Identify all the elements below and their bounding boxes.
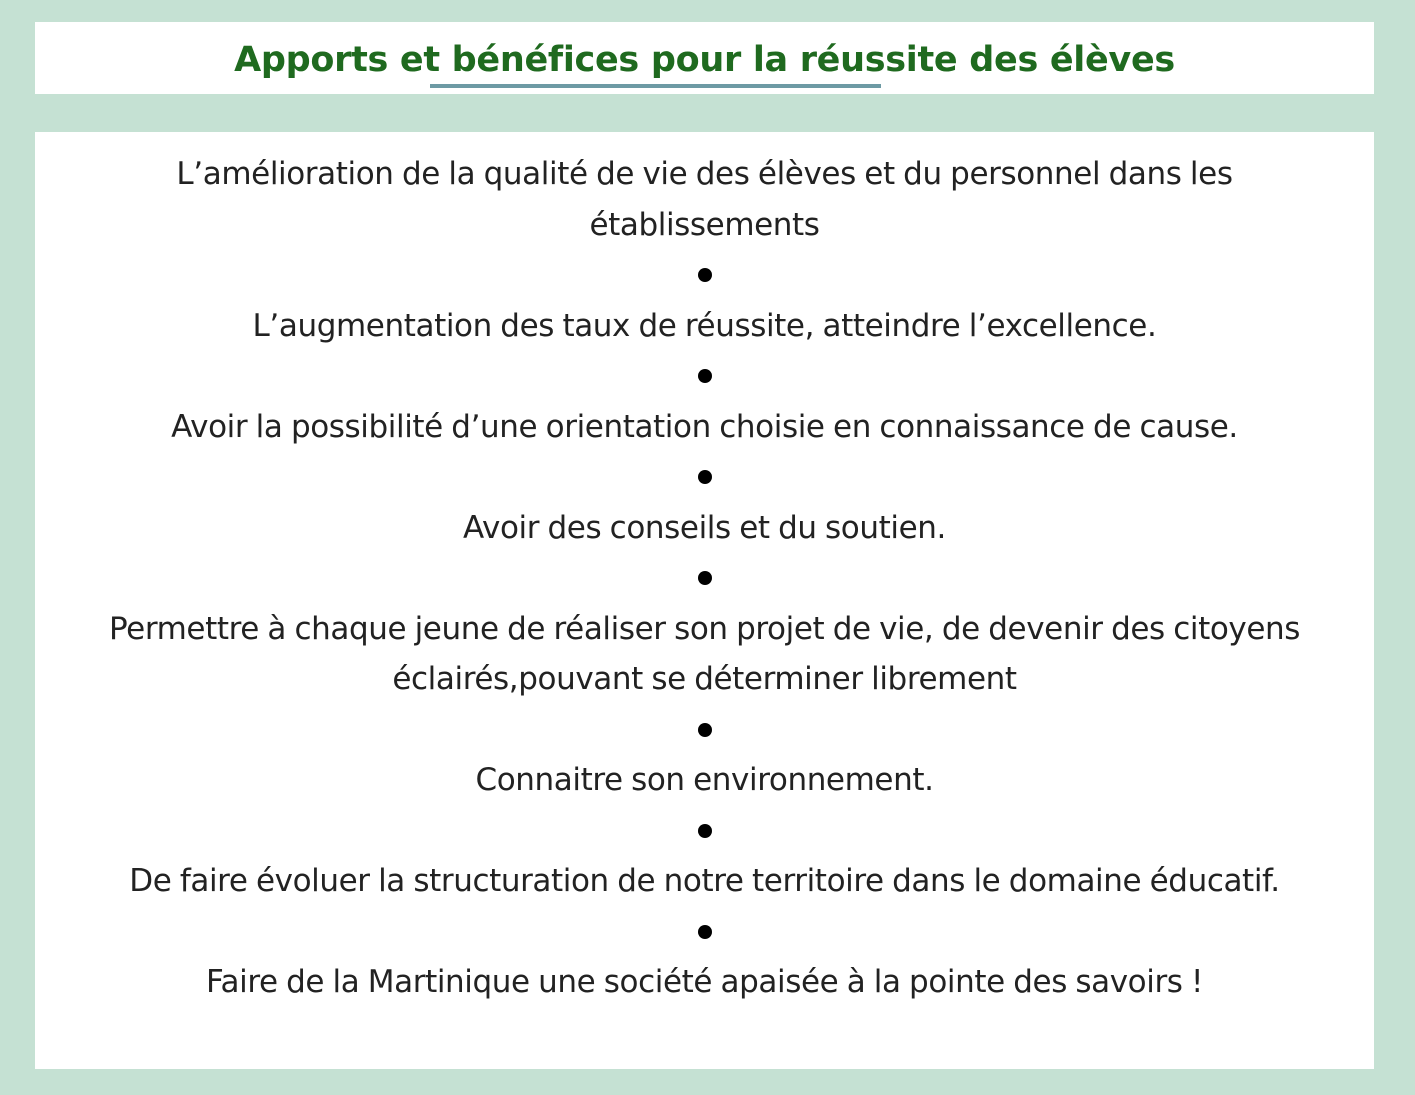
bullet-separator	[35, 705, 1374, 756]
bullet-separator	[35, 351, 1374, 402]
benefit-item-martinique: Faire de la Martinique une société apaisée à la pointe des savoirs !	[205, 964, 1204, 1000]
bullet-separator	[35, 250, 1374, 301]
benefit-item-territory: De faire évoluer la structuration de notre territoire dans le domaine éducatif.	[129, 863, 1280, 899]
page-title: Apports et bénéfices pour la réussite des élèves	[234, 40, 1175, 80]
benefit-item-success-rate: L’augmentation des taux de réussite, atteindre l’excellence.	[252, 307, 1157, 344]
bullet-separator	[35, 553, 1374, 604]
benefit-item-life-project: Permettre à chaque jeune de réaliser son projet de vie, de devenir des citoyens éclairés,pouvant se déterminer librement	[108, 610, 1301, 697]
bullet-separator	[35, 907, 1374, 958]
benefits-list	[35, 149, 1374, 1008]
benefit-item-advice-support: Avoir des conseils et du soutien.	[463, 509, 946, 546]
benefit-item-quality-of-life: L’amélioration de la qualité de vie des élèves et du personnel dans les établissements	[176, 156, 1233, 243]
bullet-separator	[35, 806, 1374, 857]
title-underline	[430, 84, 881, 88]
benefit-item-orientation: Avoir la possibilité d’une orientation choisie en connaissance de cause.	[171, 408, 1238, 445]
header-panel	[35, 22, 1374, 94]
benefits-panel	[35, 132, 1374, 1069]
benefit-item-environment: Connaitre son environnement.	[475, 762, 934, 798]
bullet-separator	[35, 452, 1374, 503]
